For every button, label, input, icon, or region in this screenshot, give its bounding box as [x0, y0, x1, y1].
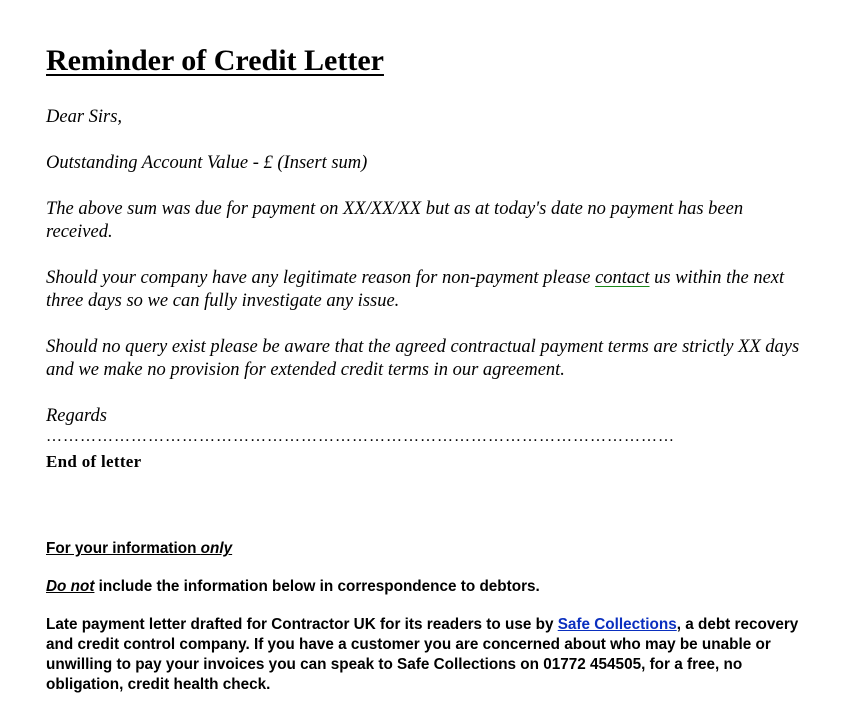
- info-heading-text: For your information: [46, 540, 201, 557]
- contact-paragraph-start: Should your company have any legitimate reason for non-payment please: [46, 268, 596, 288]
- letter-title: Reminder of Credit Letter: [46, 44, 384, 77]
- do-not-emphasis: Do not: [46, 578, 95, 595]
- do-not-include-warning: [46, 577, 816, 597]
- end-of-letter-label: End of letter: [46, 452, 142, 471]
- info-body-start: Late payment letter drafted for Contractor UK for its readers to use by: [46, 616, 558, 633]
- warning-text: include the information below in correspondence to debtors.: [94, 578, 540, 595]
- payment-overdue-paragraph: The above sum was due for payment on XX/XX/XX but as at today's date no payment has been received.: [46, 199, 744, 242]
- dotted-signature-line: …………………………………………………………………………………………………: [46, 428, 675, 445]
- closing-regards: Regards: [46, 406, 107, 426]
- account-value-line: Outstanding Account Value - £ (Insert sum): [46, 153, 368, 173]
- info-heading: [46, 539, 816, 559]
- info-heading-emphasis: only: [200, 540, 233, 557]
- info-body-end: , a debt recovery and credit control company. If you have a customer you are concerned about who may be unable or unwilling to pay your invoices you can speak to Safe Collections on 01772 454505, for a free, no obligation, credit health check.: [46, 616, 799, 693]
- salutation: Dear Sirs,: [46, 107, 123, 127]
- contact-word: contact: [595, 268, 650, 288]
- payment-terms-paragraph: Should no query exist please be aware that the agreed contractual payment terms are strictly XX days and we make no provision for extended credit terms in our agreement.: [46, 337, 800, 380]
- contact-paragraph-end: us within the next three days so we can fully investigate any issue.: [46, 268, 785, 311]
- contact-paragraph: [46, 267, 806, 313]
- safe-collections-link[interactable]: Safe Collections: [557, 616, 677, 633]
- safe-collections-paragraph: [46, 615, 816, 695]
